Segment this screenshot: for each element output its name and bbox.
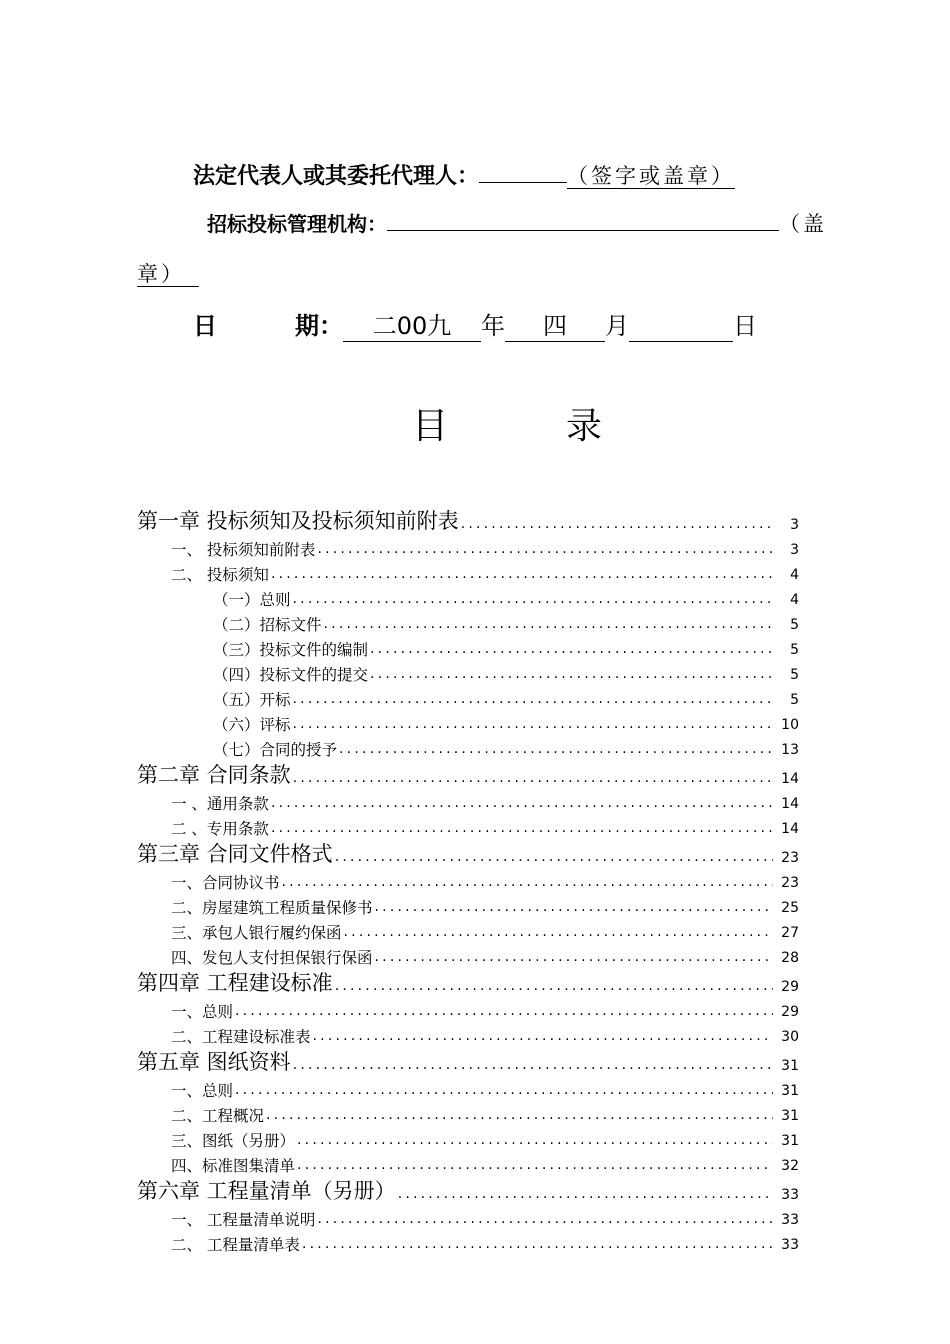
toc-entry[interactable] [137,760,799,789]
toc-entry-label: 三、图纸（另册） [171,1132,296,1150]
toc-leader-dots [324,616,773,632]
toc-entry[interactable] [137,997,799,1022]
toc-entry-page-number: 5 [790,642,799,658]
toc-entry-label: 一、总则 [171,1082,234,1100]
toc-entry-label: 二、房屋建筑工程质量保修书 [171,899,373,917]
toc-leader-dots [317,1211,773,1227]
toc-leader-dots [293,691,773,707]
toc-entry-page-number: 31 [781,1083,799,1099]
toc-entry-page-number: 32 [781,1158,799,1174]
toc-entry-label: 二、工程概况 [171,1107,265,1125]
toc-entry-label: （三）投标文件的编制 [213,641,369,659]
agency-blank [387,208,779,231]
toc-entry-label: 一、 投标须知前附表 [171,541,316,559]
toc-entry-label: （六）评标 [213,716,291,734]
toc-entry-label: 二 、专用条款 [171,820,269,838]
toc-leader-dots [370,666,773,682]
toc-entry-page-number: 3 [790,517,799,533]
agency-note-end: 章） [137,262,199,287]
toc-leader-dots [339,741,773,757]
toc-entry[interactable] [137,1151,799,1176]
toc-entry-page-number: 4 [790,592,799,608]
toc-entry-page-number: 33 [781,1187,799,1203]
toc-entry[interactable] [137,535,799,560]
date-label-period: 期： [295,312,343,340]
table-of-contents [137,506,799,1255]
toc-entry-label: 四、发包人支付担保银行保函 [171,949,373,967]
toc-entry[interactable] [137,560,799,585]
toc-entry-label: 一 、通用条款 [171,795,269,813]
toc-leader-dots [375,949,773,965]
toc-entry-page-number: 31 [781,1133,799,1149]
toc-entry-page-number: 3 [790,542,799,558]
toc-leader-dots [317,541,773,557]
toc-entry[interactable] [137,506,799,535]
date-label-day: 日 [193,312,217,340]
agency-label: 招标投标管理机构： [207,212,387,236]
toc-entry-page-number: 29 [781,979,799,995]
toc-entry[interactable] [137,1230,799,1255]
toc-leader-dots [271,820,773,836]
toc-entry-page-number: 31 [781,1058,799,1074]
toc-entry[interactable] [137,610,799,635]
toc-leader-dots [271,566,773,582]
date-year-unit: 年 [481,312,505,340]
toc-entry-label: 四、标准图集清单 [171,1157,296,1175]
toc-entry[interactable] [137,968,799,997]
toc-entry[interactable] [137,1176,799,1205]
agency-row [207,208,827,238]
toc-entry[interactable] [137,1022,799,1047]
toc-entry[interactable] [137,1076,799,1101]
toc-leader-dots [293,591,773,607]
toc-entry-label: （二）招标文件 [213,616,322,634]
toc-entry-page-number: 4 [790,567,799,583]
toc-entry-page-number: 14 [781,821,799,837]
date-day-unit: 日 [733,312,757,340]
toc-entry-label: 第一章 投标须知及投标须知前附表 [137,509,459,533]
toc-leader-dots [344,924,773,940]
agency-note-start: （盖 [779,212,827,236]
toc-entry[interactable] [137,685,799,710]
toc-entry-label: 一、 工程量清单说明 [171,1211,316,1229]
toc-entry-page-number: 33 [781,1212,799,1228]
toc-entry-page-number: 5 [790,692,799,708]
toc-leader-dots [313,1028,773,1044]
toc-entry-label: 第六章 工程量清单（另册） [137,1179,396,1203]
agency-note-continuation [137,258,199,288]
toc-entry-page-number: 28 [781,950,799,966]
toc-entry-page-number: 5 [790,667,799,683]
toc-leader-dots [375,899,773,915]
signature-blank [479,158,567,183]
toc-leader-dots [293,770,773,786]
toc-entry-label: （一）总则 [213,591,291,609]
toc-entry-label: 二、 投标须知 [171,566,269,584]
toc-leader-dots [297,1157,773,1173]
toc-leader-dots [461,516,773,532]
toc-entry-label: 第五章 图纸资料 [137,1050,291,1074]
toc-entry-label: 第四章 工程建设标准 [137,971,333,995]
toc-entry-page-number: 27 [781,925,799,941]
toc-entry-page-number: 10 [781,717,799,733]
toc-entry-page-number: 13 [781,742,799,758]
toc-leader-dots [282,874,773,890]
toc-entry-label: 一、合同协议书 [171,874,280,892]
toc-leader-dots [235,1003,773,1019]
toc-leader-dots [302,1236,773,1252]
toc-entry[interactable] [137,789,799,814]
toc-entry[interactable] [137,710,799,735]
toc-entry-page-number: 14 [781,796,799,812]
date-month-field: 四 [505,306,605,342]
toc-leader-dots [370,641,773,657]
toc-entry[interactable] [137,1101,799,1126]
legal-representative-row [193,158,735,190]
signature-note: （签字或盖章） [567,164,736,188]
toc-entry[interactable] [137,893,799,918]
toc-entry[interactable] [137,1047,799,1076]
date-day-field [629,317,733,342]
toc-entry-label: （七）合同的授予 [213,741,338,759]
toc-leader-dots [335,849,773,865]
toc-entry[interactable] [137,660,799,685]
toc-leader-dots [293,1057,773,1073]
toc-entry-label: 第二章 合同条款 [137,763,291,787]
toc-entry-label: （四）投标文件的提交 [213,666,369,684]
legal-representative-label: 法定代表人或其委托代理人： [193,164,480,189]
toc-entry-label: 第三章 合同文件格式 [137,842,333,866]
toc-leader-dots [398,1186,773,1202]
toc-leader-dots [266,1107,773,1123]
toc-entry[interactable] [137,635,799,660]
toc-entry-label: 二、工程建设标准表 [171,1028,311,1046]
toc-entry-page-number: 29 [781,1004,799,1020]
toc-leader-dots [335,978,773,994]
toc-entry-page-number: 5 [790,617,799,633]
toc-entry[interactable] [137,585,799,610]
date-row [193,306,757,342]
toc-entry-page-number: 23 [781,850,799,866]
toc-entry-page-number: 25 [781,900,799,916]
toc-entry-page-number: 33 [781,1237,799,1253]
toc-leader-dots [297,1132,773,1148]
toc-entry-label: 一、总则 [171,1003,234,1021]
toc-entry-label: （五）开标 [213,691,291,709]
toc-entry-page-number: 23 [781,875,799,891]
toc-entry[interactable] [137,1126,799,1151]
toc-leader-dots [271,795,773,811]
toc-entry[interactable] [137,868,799,893]
toc-entry[interactable] [137,943,799,968]
toc-entry-page-number: 14 [781,771,799,787]
toc-entry[interactable] [137,839,799,868]
toc-entry-page-number: 30 [781,1029,799,1045]
toc-entry-page-number: 31 [781,1108,799,1124]
date-year-field: 二00九 [343,306,481,342]
toc-entry-label: 三、承包人银行履约保函 [171,924,342,942]
toc-entry[interactable] [137,918,799,943]
toc-leader-dots [293,716,773,732]
toc-title: 目录 [412,406,721,447]
toc-entry[interactable] [137,735,799,760]
date-month-unit: 月 [605,312,629,340]
toc-entry[interactable] [137,1205,799,1230]
toc-leader-dots [235,1082,773,1098]
toc-entry-label: 二、 工程量清单表 [171,1236,300,1254]
toc-entry[interactable] [137,814,799,839]
